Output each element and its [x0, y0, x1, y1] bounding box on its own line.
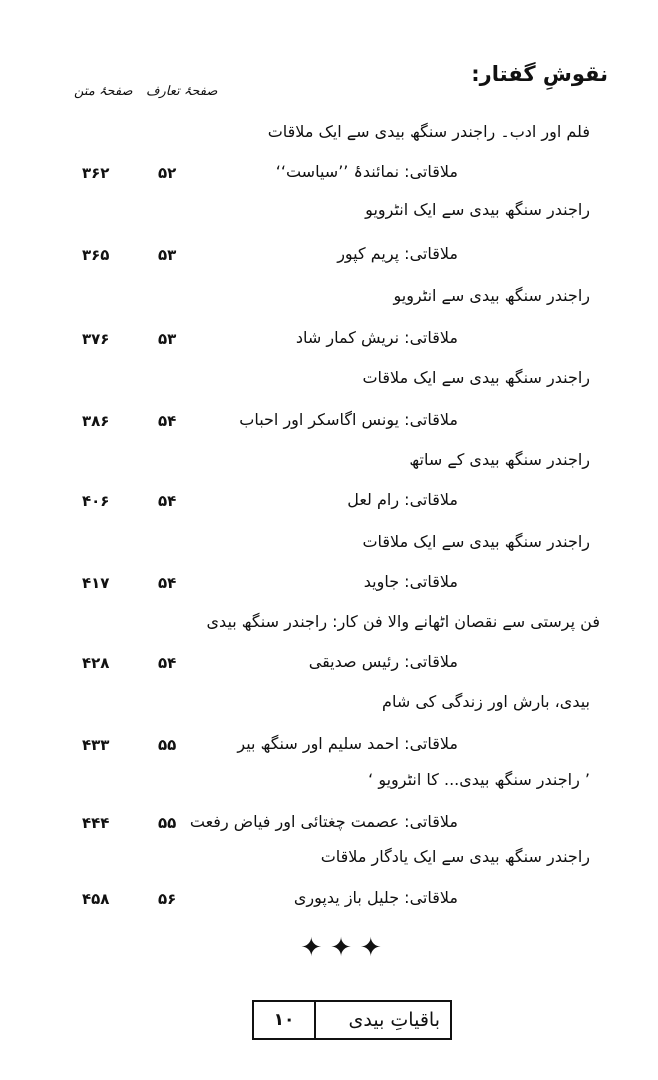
entry-text-page: ۴۴۴ [82, 814, 110, 832]
entry-intro-page: ۵۳ [158, 246, 177, 264]
entry-interviewer: ملاقاتی: نریش کمار شاد [295, 328, 458, 347]
page-number: ۱۰ [254, 1002, 316, 1038]
entry-interviewer: ملاقاتی: جاوید [363, 572, 458, 591]
entry-intro-page: ۵۳ [158, 330, 177, 348]
entry-title: ’ راجندر سنگھ بیدی... کا انٹرویو ‘ [368, 770, 590, 789]
section-heading: نقوشِ گفتار: [471, 62, 608, 86]
entry-title: راجندر سنگھ بیدی سے انٹرویو [393, 286, 590, 305]
entry-interviewer: ملاقاتی: رام لعل [347, 490, 458, 509]
entry-title: راجندر سنگھ بیدی سے ایک ملاقات [362, 368, 590, 387]
entry-title: راجندر سنگھ بیدی سے ایک ملاقات [362, 532, 590, 551]
entry-intro-page: ۵۵ [158, 736, 177, 754]
column-header-text-page: صفحۂ متن [74, 84, 133, 99]
entry-title: فلم اور ادب۔ راجندر سنگھ بیدی سے ایک ملاقات [267, 122, 590, 141]
entry-intro-page: ۵۲ [158, 164, 177, 182]
column-header-intro-page: صفحۂ تعارف [146, 84, 218, 99]
entry-interviewer: ملاقاتی: احمد سلیم اور سنگھ بیر [237, 734, 458, 753]
entry-text-page: ۳۷۶ [82, 330, 110, 348]
entry-text-page: ۳۸۶ [82, 412, 110, 430]
entry-text-page: ۴۳۳ [82, 736, 110, 754]
ornament-stars: ✦✦✦ [300, 933, 390, 963]
entry-intro-page: ۵۴ [158, 492, 177, 510]
entry-interviewer: ملاقاتی: پریم کپور [337, 244, 458, 263]
entry-text-page: ۳۶۵ [82, 246, 110, 264]
entry-interviewer: ملاقاتی: جلیل باز یدپوری [293, 888, 458, 907]
entry-intro-page: ۵۴ [158, 654, 177, 672]
entry-interviewer: ملاقاتی: رئیس صدیقی [308, 652, 458, 671]
entry-title: فن پرستی سے نقصان اٹھانے والا فن کار: راجندر سنگھ بیدی [206, 612, 600, 631]
entry-intro-page: ۵۶ [158, 890, 177, 908]
entry-text-page: ۴۰۶ [82, 492, 110, 510]
entry-interviewer: ملاقاتی: نمائندۂ ’’سیاست‘‘ [275, 162, 458, 181]
entry-intro-page: ۵۴ [158, 412, 177, 430]
entry-title: راجندر سنگھ بیدی سے ایک انٹرویو [365, 200, 590, 219]
book-title: باقیاتِ بیدی [348, 1009, 440, 1031]
entry-title: بیدی، بارش اور زندگی کی شام [382, 692, 590, 711]
entry-text-page: ۳۶۲ [82, 164, 110, 182]
entry-text-page: ۴۲۸ [82, 654, 110, 672]
entry-title: راجندر سنگھ بیدی کے ساتھ [409, 450, 590, 469]
entry-intro-page: ۵۵ [158, 814, 177, 832]
entry-interviewer: ملاقاتی: یونس اگاسکر اور احباب [239, 410, 458, 429]
entry-text-page: ۴۱۷ [82, 574, 110, 592]
entry-intro-page: ۵۴ [158, 574, 177, 592]
footer-box [252, 1000, 452, 1040]
entry-text-page: ۴۵۸ [82, 890, 110, 908]
entry-interviewer: ملاقاتی: عصمت چغتائی اور فیاض رفعت [189, 812, 458, 831]
entry-title: راجندر سنگھ بیدی سے ایک یادگار ملاقات [320, 847, 590, 866]
